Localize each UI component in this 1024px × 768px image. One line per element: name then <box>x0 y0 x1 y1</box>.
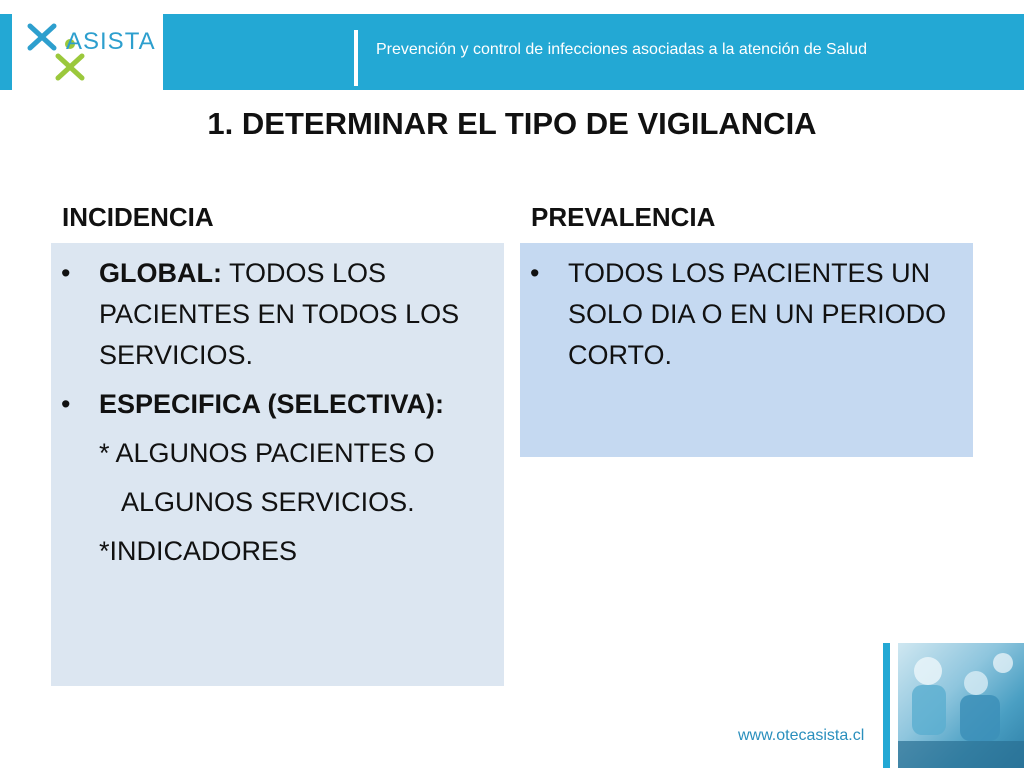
bullet-todos-pacientes: • TODOS LOS PACIENTES UN SOLO DIA O EN UN PERIODO CORTO. <box>568 253 963 376</box>
slide-title: 1. DETERMINAR EL TIPO DE VIGILANCIA <box>207 106 817 141</box>
global-text: TODOS LOS PACIENTES EN TODOS LOS SERVICIOS. <box>99 258 460 370</box>
bullet-global <box>99 253 494 376</box>
logo-text: ASISTA <box>66 28 156 55</box>
bullet-especifica <box>99 384 494 425</box>
surgery-photo <box>898 643 1024 768</box>
header-accent-bar <box>0 14 12 90</box>
logo <box>24 14 159 90</box>
incidencia-box <box>51 243 504 686</box>
surgery-photo-image <box>898 643 1024 768</box>
global-label: GLOBAL: <box>99 258 222 288</box>
footer-website: www.otecasista.cl <box>738 727 865 744</box>
sub-item-servicios: ALGUNOS SERVICIOS. <box>121 487 415 517</box>
prevalencia-box <box>520 243 973 457</box>
header-divider <box>354 30 358 86</box>
sub-item-pacientes: * ALGUNOS PACIENTES O <box>99 438 435 468</box>
especifica-label: ESPECIFICA (SELECTIVA): <box>99 389 445 419</box>
header-subtitle: Prevención y control de infecciones asociadas a la atención de Salud <box>376 41 867 58</box>
footer-accent-bar <box>883 643 890 768</box>
incidencia-heading: INCIDENCIA <box>62 202 214 232</box>
prevalencia-heading: PREVALENCIA <box>531 202 716 232</box>
sub-item-indicadores: *INDICADORES <box>99 536 298 566</box>
